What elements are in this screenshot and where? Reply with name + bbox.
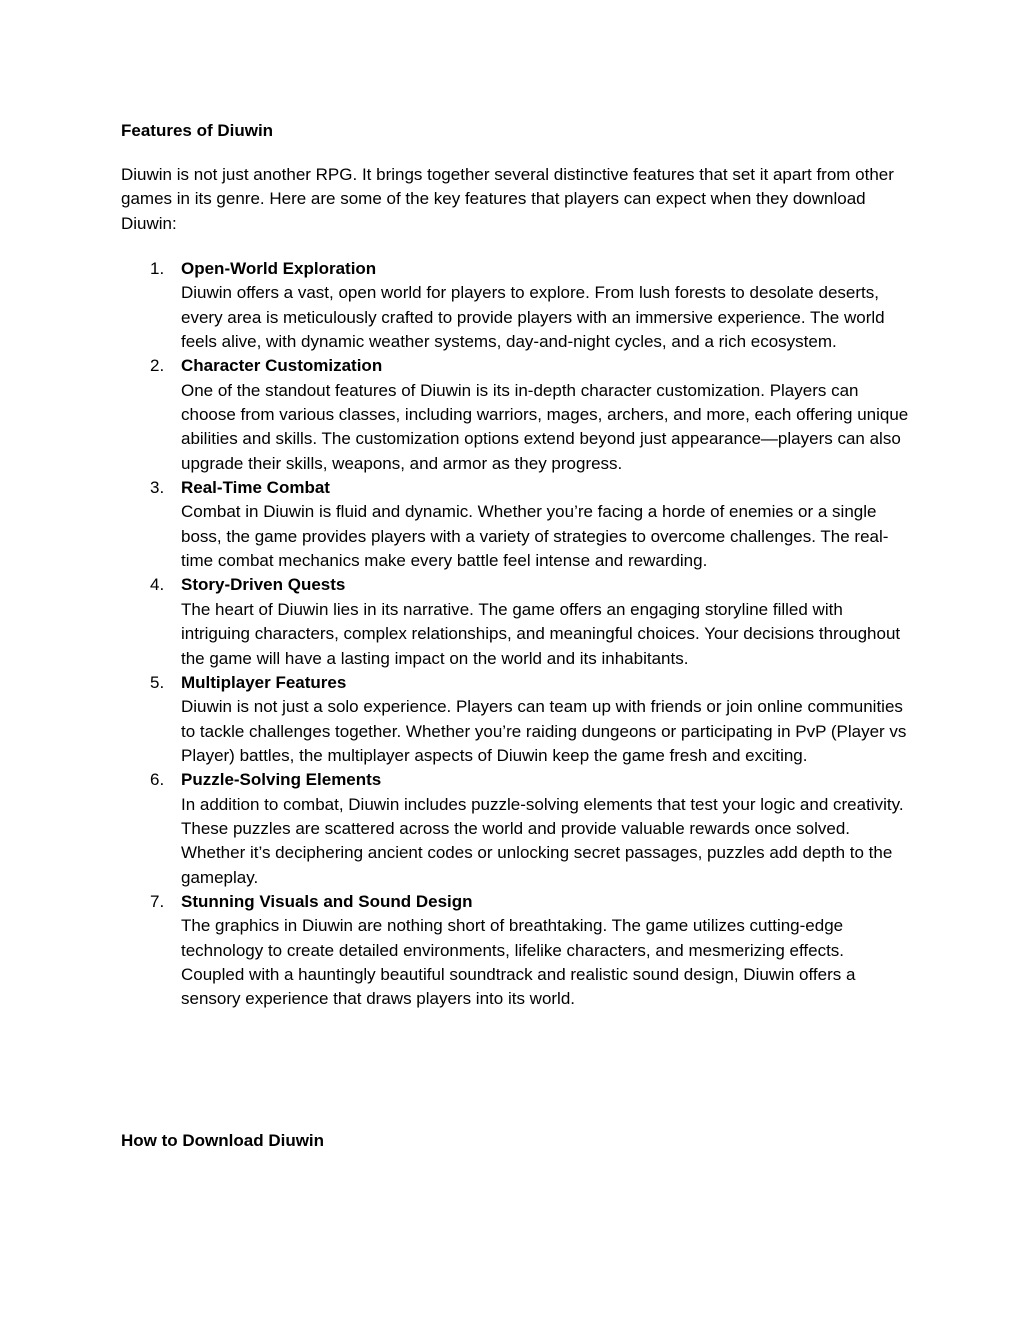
list-item [121,671,911,768]
intro-paragraph: Diuwin is not just another RPG. It brings together several distinctive features that set it apart from other games in its genre. Here are some of the key features that players can expect when they download Diuwin: [121,165,894,233]
list-item-number: 4. [150,575,165,595]
list-item-number: 7. [150,891,165,911]
section-heading-download: How to Download Diuwin [121,1131,325,1150]
list-item-number: 1. [150,259,165,278]
feature-list [121,257,911,1012]
list-item-number: 2. [150,356,165,376]
list-item [121,476,911,573]
list-item [121,890,911,1012]
list-item [121,573,911,670]
feature-title: Real-Time Combat [181,478,330,498]
feature-title: Character Customization [181,356,383,376]
feature-description: The heart of Diuwin lies in its narrative. The game offers an engaging storyline filled with intriguing characters, complex relationships, and meaningful choices. Your decisions throughout the game will have a lasting impact on the world and its inhabitants. [181,599,901,668]
feature-description: In addition to combat, Diuwin includes puzzle-solving elements that test your logic and creativity. These puzzles are scattered across the world and provide valuable rewards once solved. Whether it’s deciphering ancient codes or unlocking secret passages, puzzles add depth to the gameplay. [181,794,904,887]
list-item-number: 6. [150,770,165,790]
section-heading-features: Features of Diuwin [121,121,274,140]
feature-description: The graphics in Diuwin are nothing short of breathtaking. The game utilizes cutting-edge technology to create detailed environments, lifelike characters, and mesmerizing effects. Coupled with a hauntingly beautiful soundtrack and realistic sound design, Diuwin offers a sensory experience that draws players into its world. [181,916,856,1009]
feature-description: Diuwin offers a vast, open world for players to explore. From lush forests to desolate deserts, every area is meticulously crafted to provide players with an immersive experience. The world feels alive, with dynamic weather systems, day-and-night cycles, and a rich ecosystem. [181,283,885,352]
list-item-number: 3. [150,478,165,498]
feature-description: Diuwin is not just a solo experience. Players can team up with friends or join online communities to tackle challenges together. Whether you’re raiding dungeons or participating in PvP (Player vs Player) battles, the multiplayer aspects of Diuwin keep the game fresh and exciting. [181,697,907,765]
list-item [121,768,911,890]
feature-description: One of the standout features of Diuwin is its in-depth character customization. Players can choose from various classes, including warriors, mages, archers, and more, each offering unique abilities and skills. The customization options extend beyond just appearance—players can also upgrade their skills, weapons, and armor as they progress. [181,380,909,473]
list-item-number: 5. [150,672,165,692]
list-item [121,354,911,476]
feature-title: Story-Driven Quests [181,575,346,595]
feature-title: Multiplayer Features [181,672,347,692]
feature-title: Open-World Exploration [181,259,377,278]
feature-title: Puzzle-Solving Elements [181,770,382,790]
feature-description: Combat in Diuwin is fluid and dynamic. Whether you’re facing a horde of enemies or a single boss, the game provides players with a variety of strategies to overcome challenges. The real-time combat mechanics make every battle feel intense and rewarding. [181,502,889,571]
feature-title: Stunning Visuals and Sound Design [181,891,473,911]
list-item [121,257,911,354]
